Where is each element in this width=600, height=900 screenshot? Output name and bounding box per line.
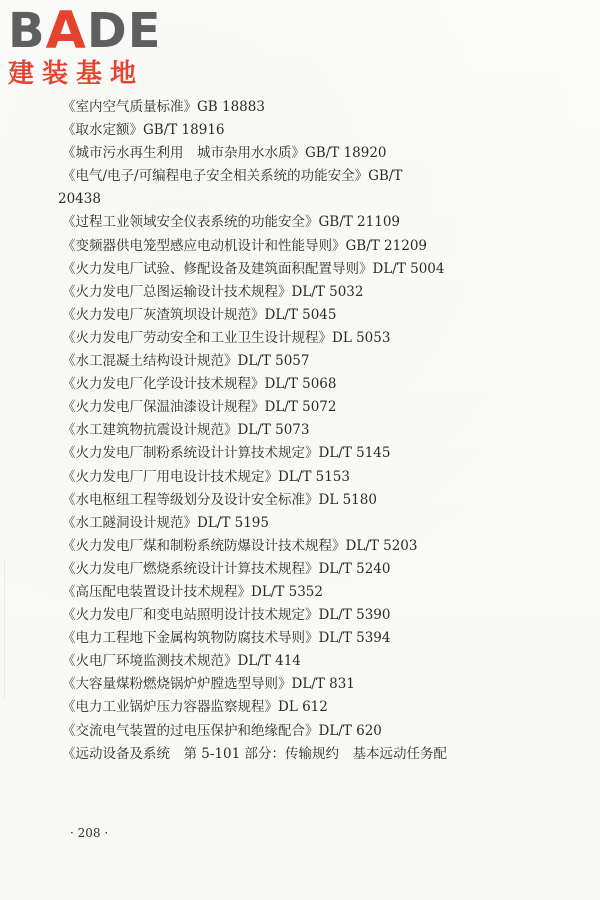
list-item: 《火力发电厂厂用电设计技术规定》DL/T 5153 [62,468,350,485]
list-item: 《火力发电厂制粉系统设计计算技术规定》DL/T 5145 [62,445,391,462]
list-item: 《火力发电厂燃烧系统设计计算技术规程》DL/T 5240 [62,560,391,577]
list-item: 《大容量煤粉燃烧锅炉炉膛选型导则》DL/T 831 [62,676,355,693]
list-item: 《火力发电厂保温油漆设计规程》DL/T 5072 [62,399,337,416]
list-item: 《火力发电厂煤和制粉系统防爆设计技术规程》DL/T 5203 [62,537,418,554]
list-item: 《水工建筑物抗震设计规范》DL/T 5073 [62,422,310,439]
list-item: 《火力发电厂灰渣筑坝设计规范》DL/T 5045 [62,306,337,323]
list-item: 《变频器供电笼型感应电动机设计和性能导则》GB/T 21209 [62,237,427,254]
list-item: 《火力发电厂化学设计技术规程》DL/T 5068 [62,376,337,393]
list-item: 《水电枢纽工程等级划分及设计安全标准》DL 5180 [62,491,377,508]
list-item: 《城市污水再生利用 城市杂用水水质》GB/T 18920 [62,145,387,162]
page-number: · 208 · [70,826,109,840]
list-item: 《室内空气质量标准》GB 18883 [62,99,265,115]
list-item: 《火力发电厂和变电站照明设计技术规定》DL/T 5390 [62,607,391,624]
list-item: 《电力工业锅炉压力容器监察规程》DL 612 [62,699,328,716]
list-item-continuation: 20438 [58,191,101,208]
logo-letter-a: A [45,1,87,61]
list-item: 《过程工业领域安全仪表系统的功能安全》GB/T 21109 [62,214,400,231]
page-crease [4,560,5,700]
list-item: 《取水定额》GB/T 18916 [62,122,225,139]
list-item: 《高压配电装置设计技术规程》DL/T 5352 [62,583,323,600]
logo-wordmark [8,1,178,61]
list-item: 《水工混凝土结构设计规范》DL/T 5057 [62,353,310,370]
list-item: 《水工隧洞设计规范》DL/T 5195 [62,514,269,531]
list-item: 《交流电气装置的过电压保护和绝缘配合》DL/T 620 [62,722,382,739]
logo-letters-de: DE [86,3,162,59]
list-item: 《远动设备及系统 第 5-101 部分：传输规约 基本远动任务配 [62,745,447,762]
list-item: 《火力发电厂总图运输设计技术规程》DL/T 5032 [62,283,364,300]
list-item: 《火力发电厂劳动安全和工业卫生设计规程》DL 5053 [62,329,391,346]
list-item: 《电力工程地下金属构筑物防腐技术导则》DL/T 5394 [62,630,391,647]
logo-subtitle: 建装基地 [8,59,145,89]
list-item: 《火电厂环境监测技术规范》DL/T 414 [62,653,301,670]
standards-list [58,96,550,766]
logo-letter-b: B [8,3,46,59]
list-item: 《火力发电厂试验、修配设备及建筑面积配置导则》DL/T 5004 [62,260,445,277]
list-item: 《电气/电子/可编程电子安全相关系统的功能安全》GB/T [62,168,403,185]
bade-logo [8,1,178,90]
